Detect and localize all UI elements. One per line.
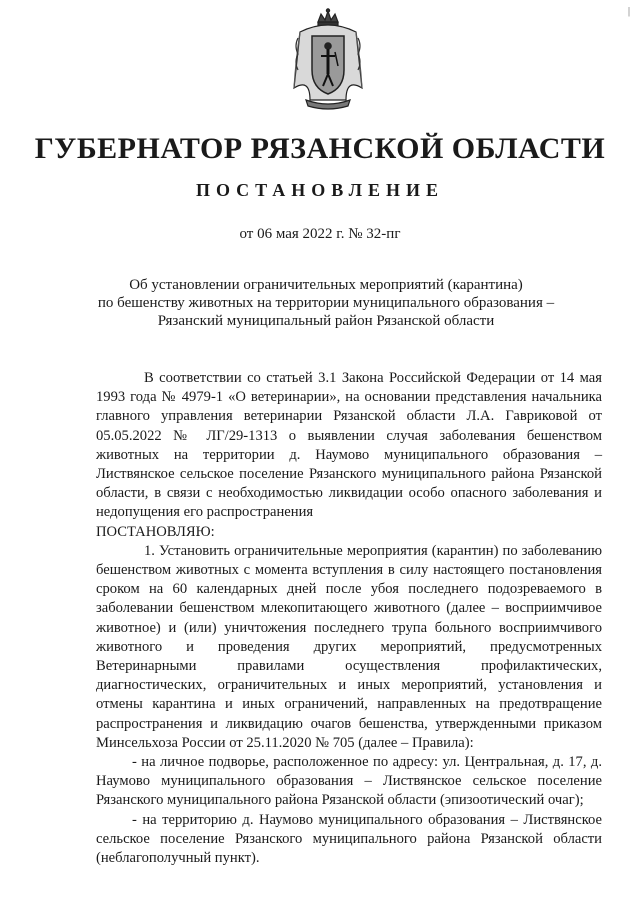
document-subject	[96, 276, 556, 330]
subject-line-3: Рязанский муниципальный район Рязанской области	[157, 313, 495, 329]
document-date-number: от 06 мая 2022 г. № 32-пг	[239, 226, 401, 242]
margin-mark: |	[627, 6, 630, 17]
document-type: ПОСТАНОВЛЕНИЕ	[195, 180, 445, 200]
resolve-heading: ПОСТАНОВЛЯЮ:	[96, 523, 215, 540]
item-1-paragraph: 1. Установить ограничительные мероприятия (карантин) по заболеванию бешенством животных с момента вступления в силу настоящего постановления сроком на 60 календарных дней после убоя последнего подозреваемого в заболевании бешенством млекопитающего животного (далее – восприимчивое животное) и (или) уничтожения последнего трупа больного восприимчивого животного и проведения других мероприятий, предусмотренных Ветеринарными правилами осуществления профилактических, диагностических, ограничительных и иных мероприятий, установления и отмены карантина и иных ограничений, направленных на предотвращение распространения и ликвидацию очагов бешенства, утвержденными приказом Минсельхоза России от 25.11.2020 № 705 (далее – Правила):	[96, 542, 602, 751]
issuer-title: ГУБЕРНАТОР РЯЗАНСКОЙ ОБЛАСТИ	[34, 132, 606, 165]
bullet-paragraph-2: - на территорию д. Наумово муниципального образования – Листвянское сельское поселение Рязанского муниципального района Рязанской области (неблагополучный пункт).	[96, 811, 602, 867]
bullet-paragraph-1: - на личное подворье, расположенное по адресу: ул. Центральная, д. 17, д. Наумово муниципального образования – Листвянское сельское поселение Рязанского муниципального района Рязанской области (эпизоотический очаг);	[96, 754, 602, 809]
coat-of-arms-icon	[288, 8, 368, 112]
subject-line-2: по бешенству животных на территории муниципального образования –	[97, 295, 555, 311]
document-body	[96, 369, 602, 868]
subject-line-1: Об установлении ограничительных мероприятий (карантина)	[129, 277, 523, 293]
preamble-paragraph: В соответствии со статьей 3.1 Закона Российской Федерации от 14 мая 1993 года № 4979-1 «О ветеринарии», на основании представления начальника главного управления ветеринарии Рязанской области Л.А. Гавриковой от 05.05.2022 № ЛГ/29-1313 о выявлении случая заболевания бешенством животных на территории д. Наумово муниципального образования – Листвянское сельское поселение Рязанского муниципального района Рязанской области, в связи с необходимостью ликвидации особо опасного заболевания и недопущения его распространения	[96, 370, 602, 521]
